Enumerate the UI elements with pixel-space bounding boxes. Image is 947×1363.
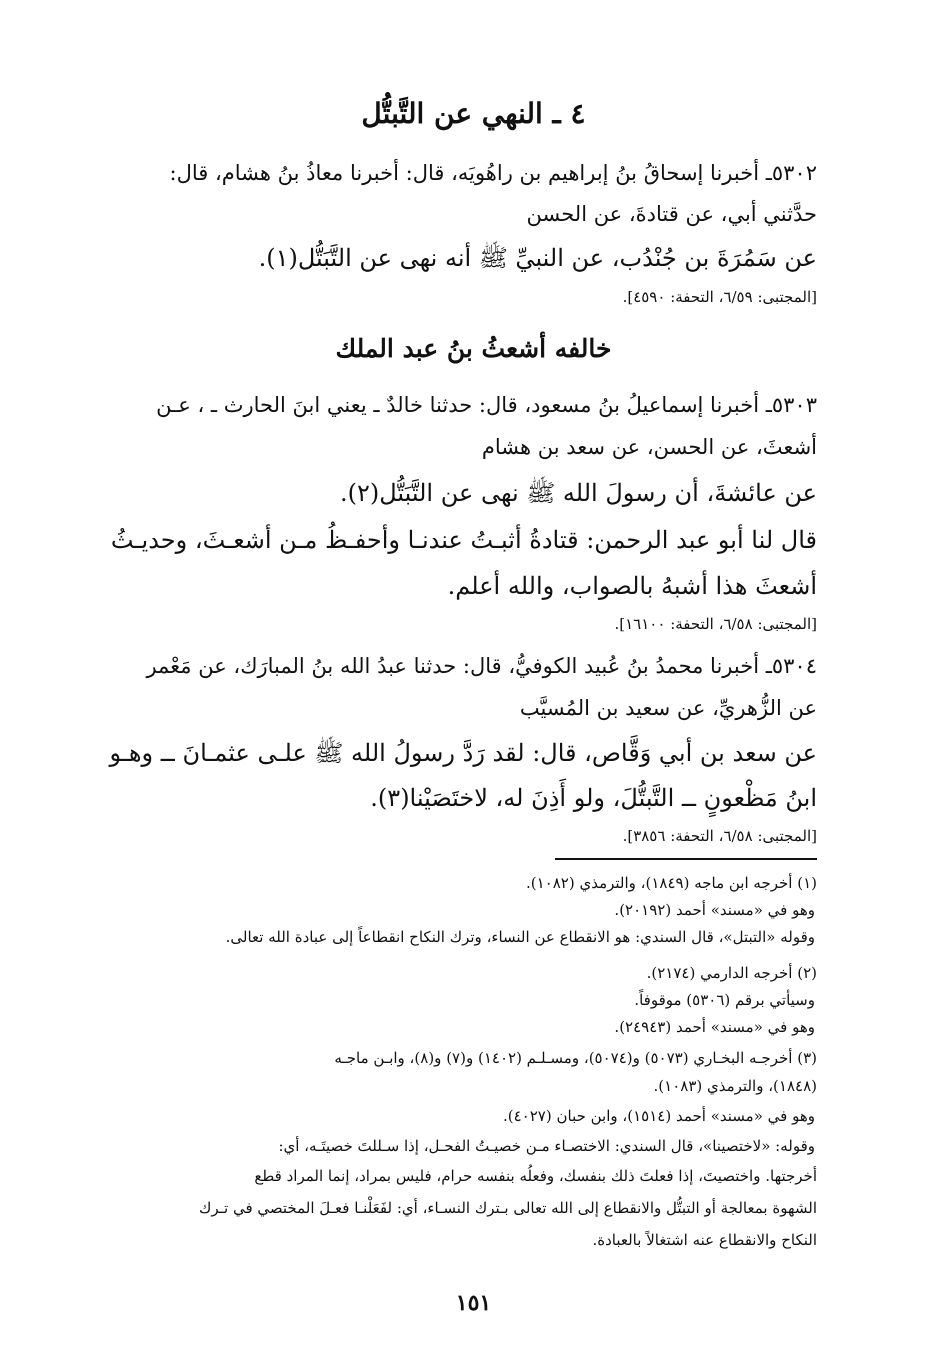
hadith-5304-line-2: عن الزُّهريِّ، عن سعيد بن المُسيَّب xyxy=(519,696,817,720)
footnote-line: وهو في «مسند» أحمد (٢٤٩٤٣). xyxy=(614,1018,815,1036)
subheading: خالفه أشعثُ بنُ عبد الملك xyxy=(335,334,612,363)
footnote-line: وهو في «مسند» أحمد (٢٠١٩٢). xyxy=(614,901,815,919)
hadith-5303-line-4: قال لنا أبو عبد الرحمن: قتادةُ أثبـتُ عندنـا وأحفـظُ مـن أشعـثَ، وحديـثُ xyxy=(110,526,817,554)
hadith-5304-line-1: ٥٣٠٤ـ أخبرنا محمدُ بنُ عُبيد الكوفيُّ، قال: حدثنا عبدُ الله بنُ المبارَك، عن مَعْمر xyxy=(146,654,817,678)
hadith-5303-line-3: عن عائشةَ، أن رسولَ الله ﷺ نهى عن التَّبَتُّل(٢). xyxy=(339,479,817,507)
footnote-line: (٢) أخرجه الدارمي (٢١٧٤). xyxy=(646,964,817,982)
hadith-5303-line-5: أشعثَ هذا أشبهُ بالصواب، والله أعلم. xyxy=(447,572,817,600)
footnote-line: وهو في «مسند» أحمد (١٥١٤)، وابن حبان (٤٠٢٧). xyxy=(503,1107,815,1125)
hadith-5303-reference: [المجتبى: ٦/٥٨، التحفة: ١٦١٠٠]. xyxy=(614,615,817,633)
footnote-line: وسيأتي برقم (٥٣٠٦) موقوفاً. xyxy=(634,991,815,1009)
hadith-5304-reference: [المجتبى: ٦/٥٨، التحفة: ٣٨٥٦]. xyxy=(622,827,817,845)
footnote-line: (١) أخرجه ابن ماجه (١٨٤٩)، والترمذي (١٠٨٢). xyxy=(525,874,817,892)
hadith-5302-line-3: عن سَمُرَةَ بن جُنْدُب، عن النبيِّ ﷺ أنه نهى عن التَّبَتُّل(١). xyxy=(258,244,817,272)
hadith-5304-line-4: ابنُ مَظْعونٍ ــ التَّبتُّلَ، ولو أَذِنَ له، لاختَصَيْنا(٣). xyxy=(370,784,817,812)
hadith-5303-line-1: ٥٣٠٣ـ أخبرنا إسماعيلُ بنُ مسعود، قال: حدثنا خالدٌ ـ يعني ابنَ الحارث ـ ، عـن xyxy=(156,393,817,417)
footnote-line: وقوله «التبتل»، قال السندي: هو الانقطاع عن النساء، وترك النكاح انقطاعاً إلى عبادة الله تعالى. xyxy=(225,928,815,946)
hadith-5302-line-2: حدَّثني أبي، عن قتادةَ، عن الحسن xyxy=(526,202,817,226)
chapter-title: ٤ ـ النهي عن التَّبتُّل xyxy=(361,97,586,130)
footnote-line: النكاح والانقطاع عنه اشتغالاً بالعبادة. xyxy=(592,1231,817,1249)
hadith-5302-reference: [المجتبى: ٦/٥٩، التحفة: ٤٥٩٠]. xyxy=(622,288,817,306)
hadith-5303-line-2: أشعثَ، عن الحسن، عن سعد بن هشام xyxy=(481,435,817,459)
footnote-line: أخرجتها. واختصيتَ، إذا فعلتَ ذلك بنفسك، وفعلُه بنفسه حرام، فليس بمراد، إنما المراد قطع xyxy=(254,1167,817,1185)
footnote-line: (٣) أخرجـه البخـاري (٥٠٧٣) و(٥٠٧٤)، ومسـلـم (١٤٠٢) و(٧) و(٨)، وابـن ماجـه xyxy=(334,1049,817,1067)
footnote-line: (١٨٤٨)، والترمذي (١٠٨٣). xyxy=(653,1077,817,1095)
hadith-5304-line-3: عن سعد بن أبي وَقَّاص، قال: لقد رَدَّ رسولُ الله ﷺ علـى عثمـانَ ــ وهـو xyxy=(109,739,817,767)
footnote-line: وقوله: «لاختصينا»، قال السندي: الاختصـاء مـن خصيـتُ الفحـل، إذا سـللتَ خصيتَـه، أي: xyxy=(278,1137,815,1155)
page-number: ١٥١ xyxy=(455,1290,492,1316)
hadith-5302-line-1: ٥٣٠٢ـ أخبرنا إسحاقُ بنُ إبراهيم بن راهُويَه، قال: أخبرنا معاذُ بنُ هشام، قال: xyxy=(169,161,817,185)
footnote-line: الشهوة بمعالجة أو التبتُّل والانقطاع إلى الله تعالى بـترك النسـاء، أي: لفَعَلْنـا فعـلَ المختصي في تـرك xyxy=(198,1199,817,1217)
footnote-divider xyxy=(555,858,817,860)
